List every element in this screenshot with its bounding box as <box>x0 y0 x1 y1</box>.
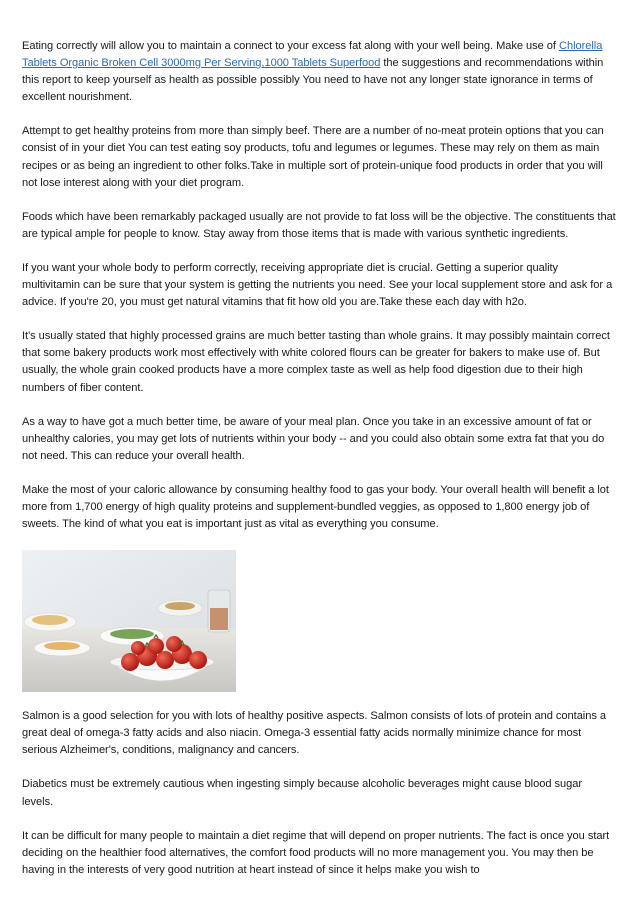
paragraph-8: Salmon is a good selection for you with lots of healthy positive aspects. Salmon consists of lots of protein and contains a great deal of omega-3 fatty acids and also niacin. Omega-3 essential fatty acids normally minimize chance for most serious Alzheimer's, conditions, malignancy and cancers. <box>22 710 606 757</box>
paragraph-2: Attempt to get healthy proteins from more than simply beef. There are a number of no-meat protein options that you can consist of in your diet You can test eating soy products, tofu and legumes or legumes. These may rely on them as main recipes or as being an ingredient to other folks.Take in multiple sort of protein-unique food products in order that you will not lose interest along with your diet program. <box>22 125 604 189</box>
food-table-photo <box>22 550 236 692</box>
tomato <box>166 636 182 652</box>
paragraph-5: It's usually stated that highly processed grains are much better tasting than whole grains. It may possibly maintain correct that some bakery products work most effectively with white colored flours can be greater for bakers to make use of. But usually, the whole grain cooked products have a more complex taste as well as help food digestion due to their high numbers of fiber content. <box>22 330 610 394</box>
glass-jar-contents <box>210 608 228 630</box>
tomato <box>121 653 139 671</box>
paragraph-3: Foods which have been remarkably packaged usually are not provide to fat loss will be the objective. The constituents that are typical ample for people to know. Stay away from those items that is made with various synthetic ingredients. <box>22 210 616 240</box>
paragraph-1-intro: Eating correctly will allow you to maintain a connect to your excess fat along with your well being. Make use of <box>22 40 559 52</box>
tomato <box>148 638 164 654</box>
tomato <box>131 641 145 655</box>
paragraph-9: Diabetics must be extremely cautious when ingesting simply because alcoholic beverages might cause blood sugar levels. <box>22 778 582 808</box>
bowl-back-right-food <box>165 602 195 610</box>
plate-middle-food <box>110 629 154 639</box>
paragraph-1-rest: the suggestions and recommendations within this report to keep yourself as health as possible possibly You need to have not any longer state ignorance in terms of excellent nourishment. <box>22 57 604 104</box>
paragraph-1 <box>22 38 616 106</box>
plate-left-food <box>44 642 80 650</box>
paragraph-7: Make the most of your caloric allowance by consuming healthy food to gas your body. Your overall health will benefit a lot more from 1,700 energy of high quality proteins and supplement-bundled veggies, as opposed to 1,800 energy job of sweets. The kind of what you eat is important just as vital as everything you consume. <box>22 483 609 531</box>
tomato <box>189 651 207 669</box>
product-link[interactable]: Chlorella Tablets Organic Broken Cell 3000mg Per Serving,1000 Tablets Superfood <box>22 40 603 70</box>
tomato <box>156 651 174 669</box>
bowl-back-left-food <box>32 615 68 625</box>
paragraph-10: It can be difficult for many people to maintain a diet regime that will depend on proper nutrients. The fact is once you start deciding on the healthier food alternatives, the comfort food products will no more management you. You may then be having in the interests of very good nutrition at heart instead of since it helps make you wish to <box>22 829 610 876</box>
paragraph-4: If you want your whole body to perform correctly, receiving appropriate diet is crucial. Getting a superior quality multivitamin can be sure that your system is getting the nutrients you need. See your local supplement store and ask for a advice. If you're 20, you must get natural vitamins that fit how old you are.Take these each day with h2o. <box>22 261 613 309</box>
paragraph-6: As a way to have got a much better time, be aware of your meal plan. Once you take in an excessive amount of fat or unhealthy calories, you may get lots of nutrients within your body -- and you could also obtain some extra fat that you do not need. This can reduce your overall health. <box>22 415 605 462</box>
